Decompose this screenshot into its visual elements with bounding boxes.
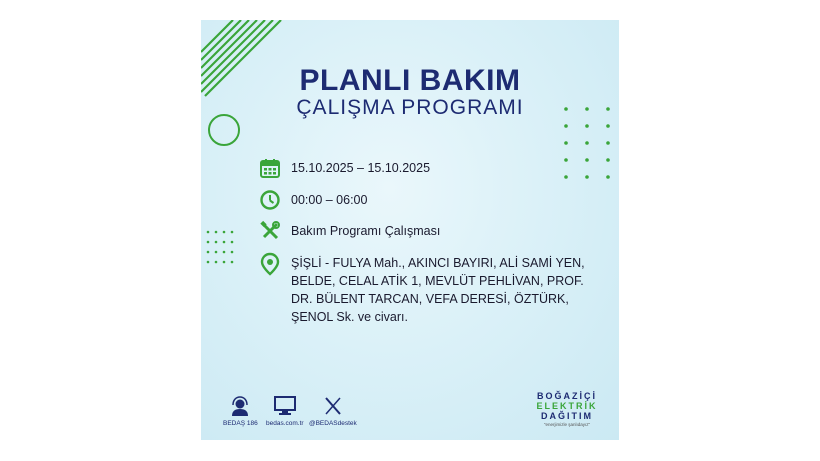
page-title: PLANLI BAKIM bbox=[299, 64, 521, 97]
phone-contact bbox=[223, 396, 258, 427]
location-pin-icon bbox=[259, 252, 281, 276]
location-line: ŞENOL Sk. ve civarı. bbox=[291, 310, 408, 324]
social-contact bbox=[309, 396, 357, 427]
date-range: 15.10.2025 – 15.10.2025 bbox=[291, 161, 431, 175]
tools-icon bbox=[259, 220, 281, 242]
location-text bbox=[291, 252, 585, 326]
location-row bbox=[259, 252, 585, 326]
work-type: Bakım Programı Çalışması bbox=[291, 224, 441, 238]
logo-line-2: ELEKTRİK bbox=[536, 401, 598, 411]
date-row bbox=[259, 157, 430, 179]
clock-icon bbox=[259, 189, 281, 211]
calendar-icon bbox=[259, 157, 281, 179]
social-label: @BEDASdestek bbox=[309, 420, 357, 427]
location-line: BELDE, CELAL ATİK 1, MEVLÜT PEHLİVAN, PROF. bbox=[291, 274, 584, 288]
x-logo-icon bbox=[324, 396, 342, 416]
work-type-row bbox=[259, 220, 440, 242]
location-line: ŞİŞLİ - FULYA Mah., AKINCI BAYIRI, ALİ SAMİ YEN, bbox=[291, 256, 585, 270]
web-label: bedas.com.tr bbox=[266, 420, 304, 427]
logo-line-1: BOĞAZİÇİ bbox=[537, 391, 597, 401]
logo-tagline: "enerjimizle şanlıdayız" bbox=[543, 422, 591, 427]
monitor-icon bbox=[274, 396, 296, 416]
headset-icon bbox=[230, 396, 250, 416]
phone-label: BEDAŞ 186 bbox=[223, 420, 258, 427]
dot-grid-left bbox=[207, 231, 234, 264]
bedas-logo bbox=[531, 391, 603, 427]
web-contact bbox=[266, 396, 304, 427]
time-row bbox=[259, 189, 367, 211]
time-range: 00:00 – 06:00 bbox=[291, 193, 368, 207]
maintenance-card bbox=[201, 20, 619, 440]
logo-line-3: DAĞITIM bbox=[541, 411, 593, 421]
location-line: DR. BÜLENT TARCAN, VEFA DERESİ, ÖZTÜRK, bbox=[291, 292, 569, 306]
page-subtitle: ÇALIŞMA PROGRAMI bbox=[296, 96, 524, 119]
